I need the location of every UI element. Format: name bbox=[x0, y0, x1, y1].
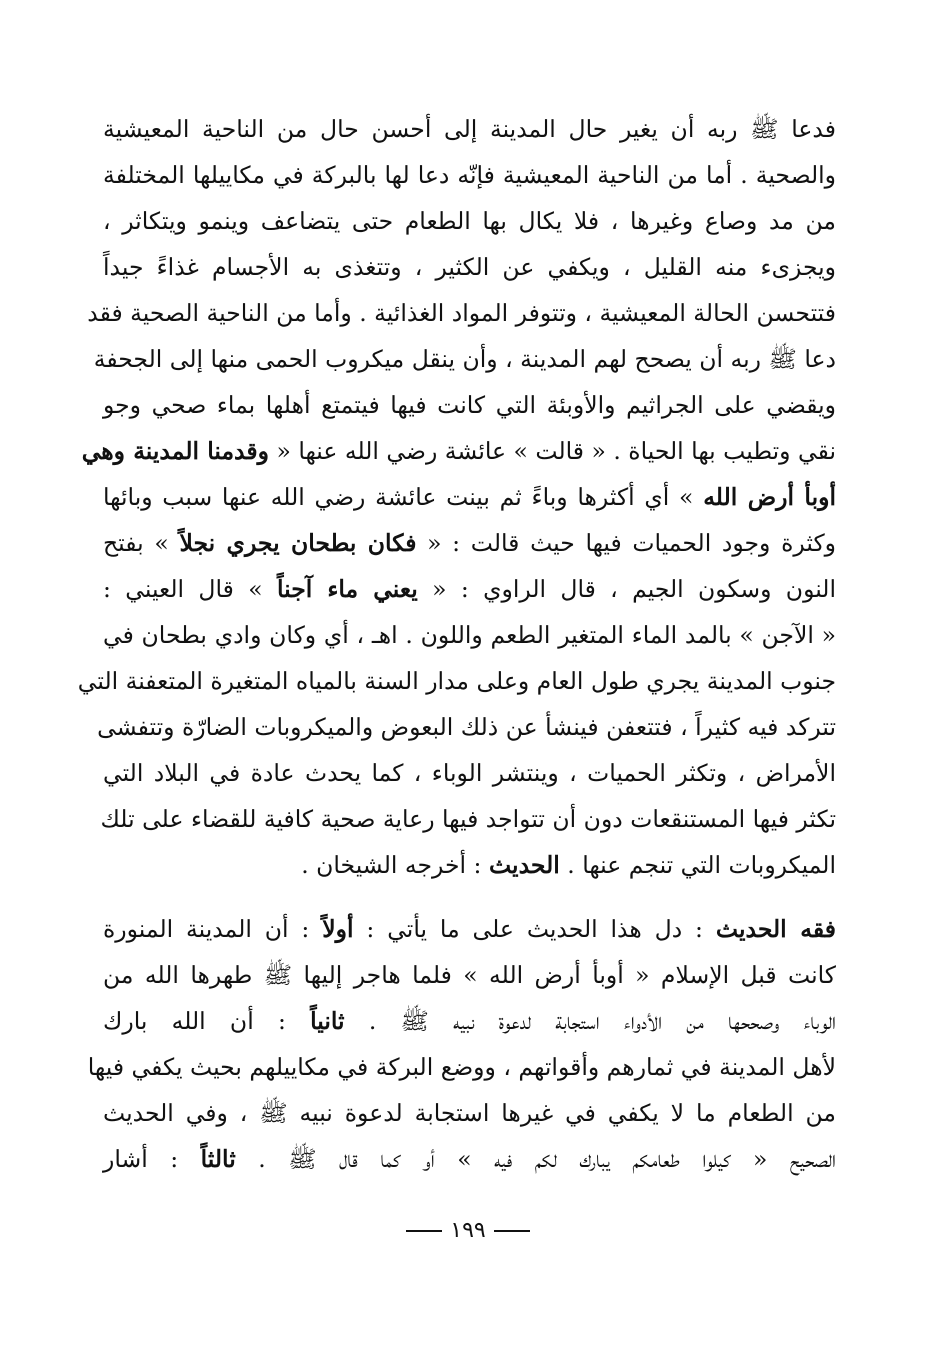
text-run: الميكروبات التي تنجم عنها . bbox=[567, 851, 836, 879]
paragraph-2 bbox=[87, 906, 836, 1182]
text-run: : أخرجه الشيخان . bbox=[301, 851, 482, 879]
text-run: الصحيح « كيلوا طعامكم يبارك لكم فيه » أو كما قال ﷺ . bbox=[258, 1145, 836, 1173]
text-run: الوباء وصححها من الأدواء استجابة لدعوة نبيه ﷺ . bbox=[368, 1007, 836, 1035]
footer-dash-left bbox=[494, 1230, 530, 1232]
page-body bbox=[77, 106, 836, 1182]
text-run: : أشار bbox=[103, 1145, 179, 1173]
text-line bbox=[103, 566, 836, 612]
text-line: ويجزىء منه القليل ، ويكفي عن الكثير ، وتتغذى به الأجسام غذاءً جيداً bbox=[103, 253, 836, 281]
text-line: فتتحسن الحالة المعيشية ، وتتوفر المواد الغذائية . وأما من الناحية الصحية فقد bbox=[87, 299, 836, 327]
text-line: الأمراض ، وتكثر الحميات ، وينتشر الوباء ، كما يحدث عادة في البلاد التي bbox=[103, 759, 836, 787]
bold-heading: ثالثاً bbox=[200, 1145, 236, 1173]
text-line: تكثر فيها المستنقعات دون أن تتواجد فيها رعاية صحية كافية للقضاء على تلك bbox=[100, 805, 836, 833]
bold-heading: أولاً bbox=[322, 915, 354, 943]
text-run: النون وسكون الجيم ، قال الراوي : « bbox=[432, 575, 836, 603]
text-run: وكثرة وجود الحميات فيها حيث قالت : « bbox=[427, 529, 836, 557]
bold-heading: ثانياً bbox=[310, 1007, 345, 1035]
text-line bbox=[103, 520, 836, 566]
text-line: جنوب المدينة يجري طول العام وعلى مدار السنة بالمياه المتغيرة المتعفنة التي bbox=[77, 667, 836, 695]
text-line: دعا ﷺ ربه أن يصحح لهم المدينة ، وأن ينقل ميكروب الحمى منها إلى الجحفة bbox=[93, 345, 836, 373]
text-line: « الآجن » بالمد الماء المتغير الطعم واللون . اهـ ، أي وكان وادي بطحان في bbox=[103, 621, 836, 649]
text-run: : أن المدينة المنورة bbox=[103, 915, 310, 943]
bold-heading: فقه الحديث bbox=[715, 915, 836, 943]
text-run: » بفتح bbox=[103, 529, 169, 557]
paragraph-1 bbox=[77, 106, 836, 888]
text-line: من مد وصاع وغيرها ، فلا يكال بها الطعام حتى يتضاعف وينمو ويتكاثر ، bbox=[103, 207, 836, 235]
text-line: من الطعام ما لا يكفي في غيرها استجابة لدعوة نبيه ﷺ ، وفي الحديث bbox=[103, 1099, 836, 1127]
text-run: » قال العيني : bbox=[103, 575, 263, 603]
page-footer bbox=[0, 1218, 936, 1243]
text-line: ويقضي على الجراثيم والأوبئة التي كانت فيها فيتمتع أهلها بماء صحي وجو bbox=[103, 391, 836, 419]
text-line bbox=[103, 998, 836, 1044]
text-line bbox=[103, 842, 836, 888]
text-run: : دل هذا الحديث على ما يأتي : bbox=[366, 915, 703, 943]
text-line bbox=[103, 474, 836, 520]
text-line: فدعا ﷺ ربه أن يغير حال المدينة إلى أحسن حال من الناحية المعيشية bbox=[103, 115, 836, 143]
text-line: والصحية . أما من الناحية المعيشية فإنّه دعا لها بالبركة في مكاييلها المختلفة bbox=[103, 161, 836, 189]
bold-quote: يعني ماء آجناً bbox=[276, 575, 418, 603]
text-run: : أن الله بارك bbox=[103, 1007, 286, 1035]
text-run: نقي وتطيب بها الحياة . « قالت » عائشة رضي الله عنها « bbox=[276, 437, 836, 465]
text-run: » أي أكثرها وباءً ثم بينت عائشة رضي الله عنها سبب وبائها bbox=[103, 483, 694, 511]
text-line: لأهل المدينة في ثمارهم وأقواتهم ، ووضع البركة في مكاييلهم بحيث يكفي فيها bbox=[87, 1053, 836, 1081]
text-line: كانت قبل الإسلام « أوبأ أرض الله » فلما هاجر إليها ﷺ طهرها الله من bbox=[103, 961, 836, 989]
bold-heading: الحديث bbox=[488, 851, 560, 879]
text-line bbox=[103, 906, 836, 952]
page-number: ١٩٩ bbox=[450, 1218, 486, 1243]
text-line: تتركد فيه كثيراً ، فتتعفن فينشأ عن ذلك البعوض والميكروبات الضارّة وتتفشى bbox=[97, 713, 836, 741]
text-line bbox=[103, 1136, 836, 1182]
bold-quote: وقدمنا المدينة وهي bbox=[81, 437, 269, 465]
footer-dash-right bbox=[406, 1230, 442, 1232]
bold-quote: فكان بطحان يجري نجلاً bbox=[179, 529, 417, 557]
bold-quote: أوبأ أرض الله bbox=[703, 483, 836, 511]
text-line bbox=[81, 428, 836, 474]
